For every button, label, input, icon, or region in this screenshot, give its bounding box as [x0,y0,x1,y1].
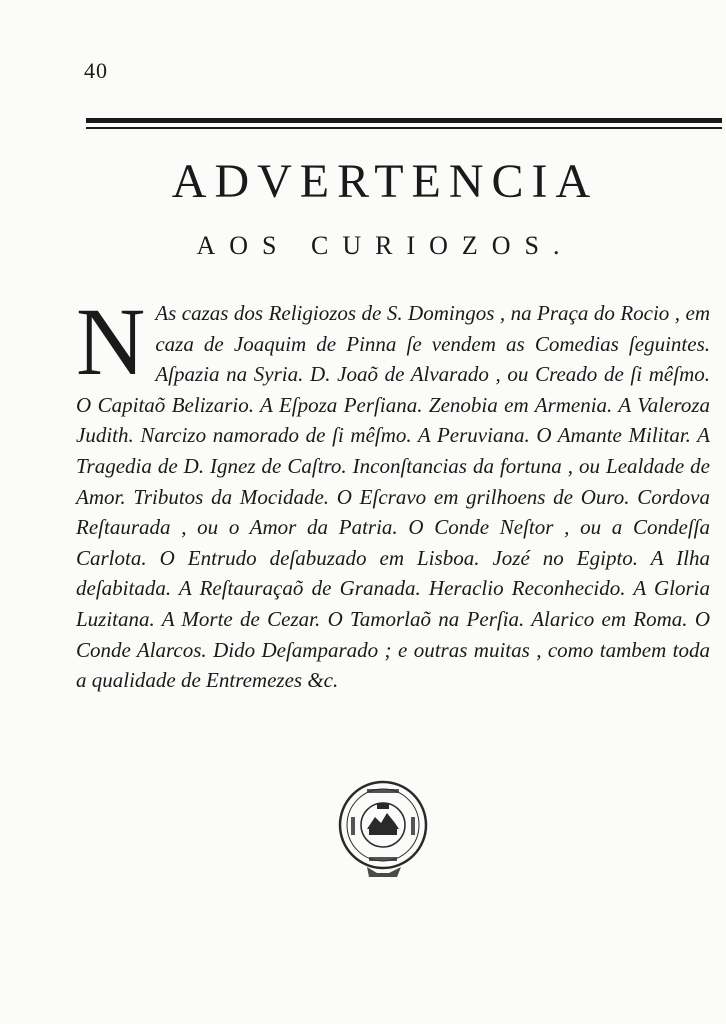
rule-thin [86,127,722,129]
library-stamp-icon [337,777,429,881]
page-subtitle: AOS CURIOZOS. [196,231,574,260]
page-number: 40 [84,58,108,83]
page-title: ADVERTENCIA [171,155,599,208]
drop-cap: N [76,288,146,395]
body-paragraph: As cazas dos Religiozos de S. Domingos , na Praça do Rocio , em caza de Joaquim de Pinna ſe vendem as Comedias ſeguintes. Aſpazia na Syria. D. Joaõ de Alvarado , ou Creado de ſi mêſmo. O Capitaõ Belizario. A Eſpoza Perſiana. Zenobia em Armenia. A Valeroza Judith. Narcizo namorado de ſi mêſmo. A Peruviana. O Amante Militar. A Tragedia de D. Ignez de Caſtro. Inconſtancias da fortuna , ou Lealdade de Amor. Tributos da Mocidade. O Eſcravo em grilhoens de Ouro. Cordova Reſtaurada , ou o Amor da Patria. O Conde Neſtor , ou a Condeſſa Carlota. O Entrudo deſabuzado em Lisboa. Jozé no Egipto. A Ilha deſabitada. A Reſtauraçaõ de Granada. Heraclio Reconhecido. A Gloria Luzitana. A Morte de Cezar. O Tamorlaõ na Perſia. Alarico em Roma. O Conde Alarcos. Dido Deſamparado ; e outras muitas , como tambem toda a qualidade de Entremezes &c. [76,301,710,693]
body-text [76,288,710,696]
header-rule [86,118,722,129]
rule-thick [86,118,722,123]
